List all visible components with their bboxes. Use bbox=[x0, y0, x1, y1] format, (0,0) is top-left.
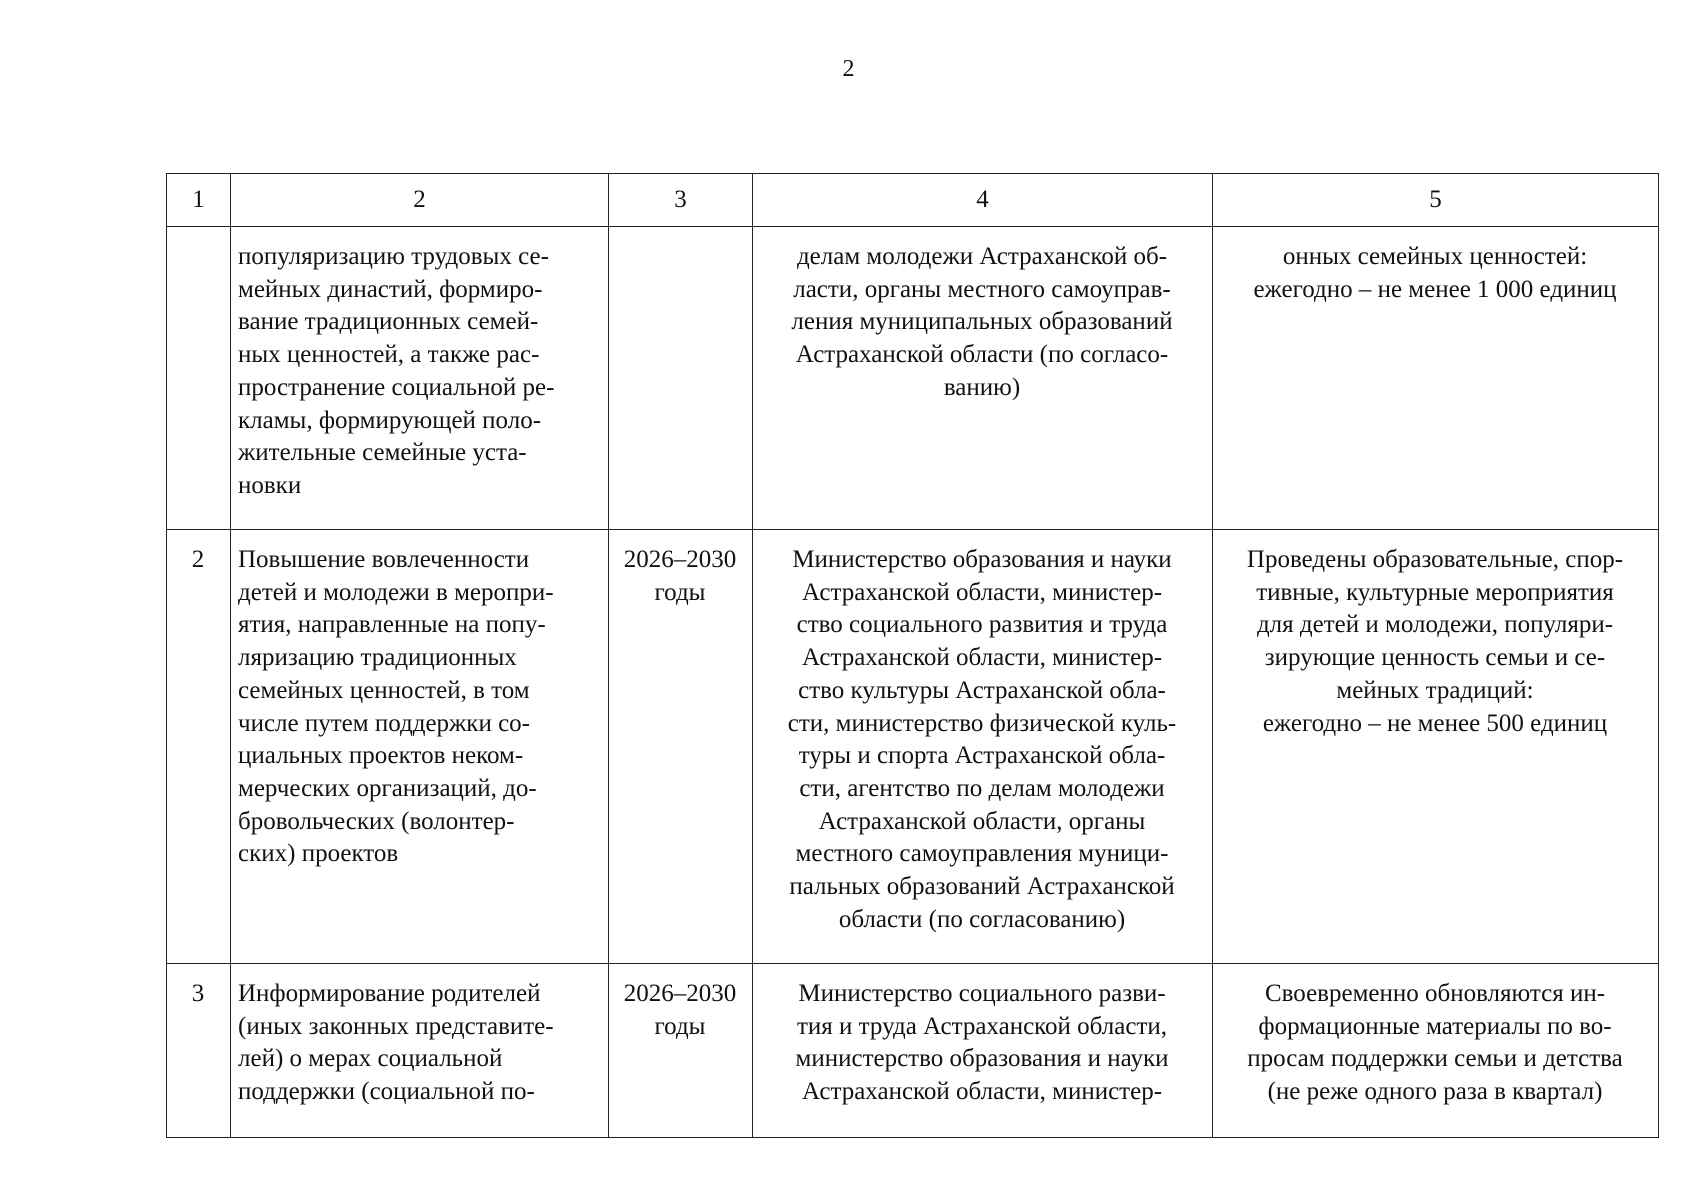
result-cell: Своевременно обновляются ин- формационные материалы по во- просам поддержки семьи и детства (не реже одного раза в квартал) bbox=[1213, 964, 1659, 1138]
measures-table bbox=[166, 173, 1659, 1138]
column-header: 2 bbox=[231, 174, 609, 227]
period-cell: 2026–2030 годы bbox=[609, 964, 753, 1138]
period-cell: 2026–2030 годы bbox=[609, 530, 753, 964]
table-row bbox=[167, 964, 1659, 1138]
row-number-cell: 2 bbox=[167, 530, 231, 964]
row-number-cell bbox=[167, 227, 231, 530]
table-header-row bbox=[167, 174, 1659, 227]
page-number: 2 bbox=[842, 56, 855, 82]
executors-cell: делам молодежи Астраханской об- ласти, органы местного самоуправ- ления муниципальных образований Астраханской области (по согласо- ванию) bbox=[753, 227, 1213, 530]
row-number-cell: 3 bbox=[167, 964, 231, 1138]
table-row bbox=[167, 227, 1659, 530]
description-cell: Информирование родителей (иных законных представите- лей) о мерах социальной поддержки (социальной по- bbox=[231, 964, 609, 1138]
column-header: 3 bbox=[609, 174, 753, 227]
column-header: 1 bbox=[167, 174, 231, 227]
period-cell bbox=[609, 227, 753, 530]
table-row bbox=[167, 530, 1659, 964]
column-header: 5 bbox=[1213, 174, 1659, 227]
column-header: 4 bbox=[753, 174, 1213, 227]
result-cell: Проведены образовательные, спор- тивные, культурные мероприятия для детей и молодежи, популяри- зирующие ценность семьи и се- мейных традиций: ежегодно – не менее 500 единиц bbox=[1213, 530, 1659, 964]
result-cell: онных семейных ценностей: ежегодно – не менее 1 000 единиц bbox=[1213, 227, 1659, 530]
description-cell: популяризацию трудовых се- мейных династий, формиро- вание традиционных семей- ных ценностей, а также рас- пространение социальной ре- кламы, формирующей поло- жительные семейные уста- новки bbox=[231, 227, 609, 530]
executors-cell: Министерство образования и науки Астраханской области, министер- ство социального развития и труда Астраханской области, министер- ство культуры Астраханской обла- сти, министерство физической куль- туры и спорта Астраханской обла- сти, агентство по делам молодежи Астраханской области, органы местного самоуправления муници- пальных образований Астраханской области (по согласованию) bbox=[753, 530, 1213, 964]
description-cell: Повышение вовлеченности детей и молодежи в меропри- ятия, направленные на попу- ляризацию традиционных семейных ценностей, в том числе путем поддержки со- циальных проектов неком- мерческих организаций, до- бровольческих (волонтер- ских) проектов bbox=[231, 530, 609, 964]
executors-cell: Министерство социального разви- тия и труда Астраханской области, министерство образования и науки Астраханской области, министер- bbox=[753, 964, 1213, 1138]
